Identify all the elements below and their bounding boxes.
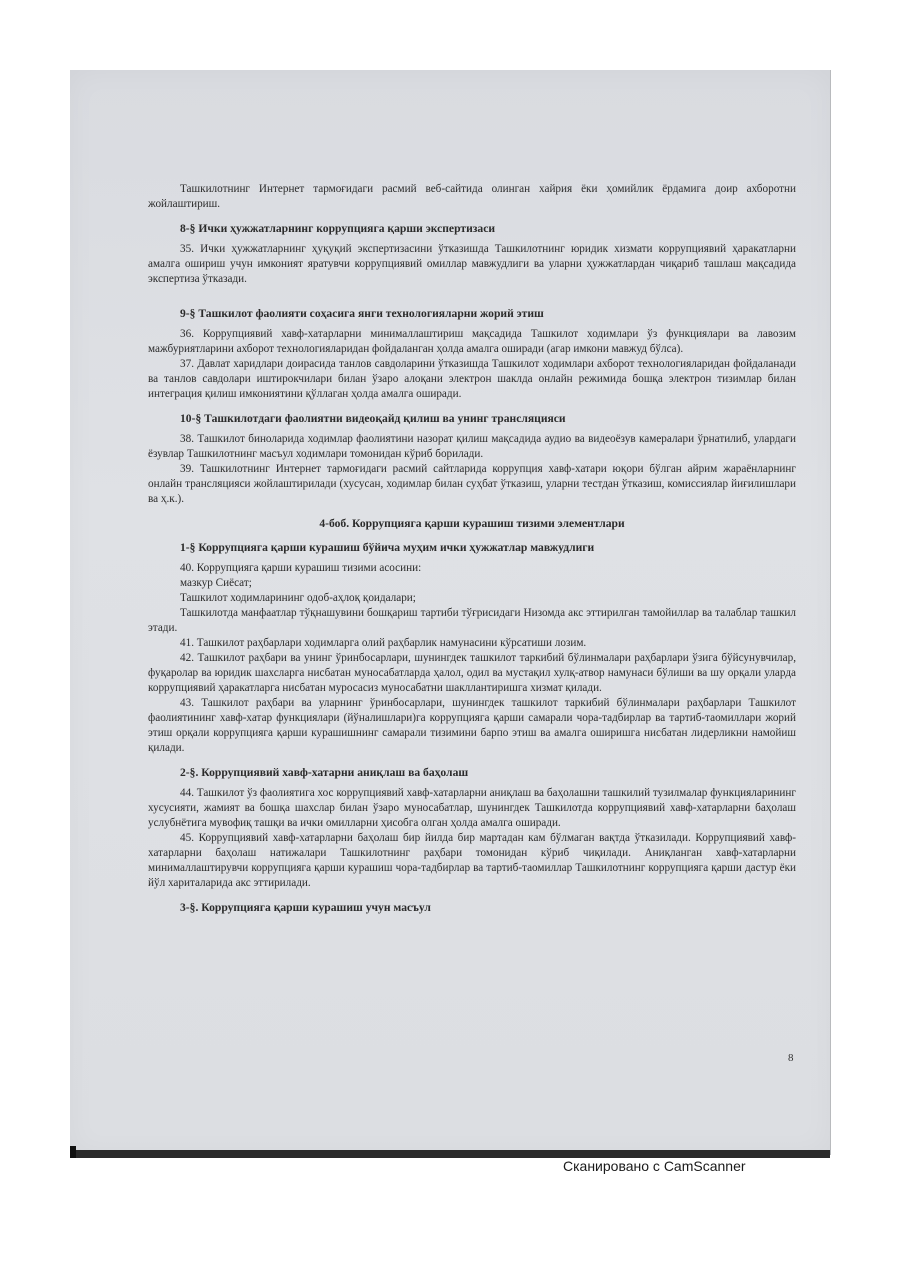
section-heading-9: 9-§ Ташкилот фаолияти соҳасига янги технологияларни жорий этиш	[180, 307, 544, 320]
camscanner-watermark: Сканировано с CamScanner	[563, 1158, 746, 1174]
list-item: мазкур Сиёсат;	[180, 577, 252, 589]
paragraph-37: 37. Давлат харидлари доирасида танлов савдоларини ўтказишда Ташкилот ходимлари ахборот технологияларидан фойдаланади ва танлов савдолари иштирокчилари билан ўзаро алоқани электрон шаклда онлайн режимида бошқа электрон тизимлар билан интеграция қилиш имкониятини қўллаган ҳолда амалга оширади.	[148, 358, 796, 400]
section-heading-1: 1-§ Коррупцияга қарши курашиш бўйича муҳим ички ҳужжатлар мавжудлиги	[180, 541, 595, 554]
paragraph-41: 41. Ташкилот раҳбарлари ходимларга олий раҳбарлик намунасини кўрсатиши лозим.	[180, 637, 587, 649]
paragraph-42: 42. Ташкилот раҳбари ва унинг ўринбосарлари, шунингдек ташкилот таркибий бўлинмалари раҳбарлари ўзига бўйсунувчилар, фуқаролар ва юридик шахсларга нисбатан муносабатларда ҳалол, одил ва мустақил хулқ-атвор намунаси бўлиши ва шу орқали уларда коррупциявий ҳаракатларга нисбатан муросасиз муносабатни шакллантиришга хизмат қилади.	[148, 652, 796, 694]
paragraph-45: 45. Коррупциявий хавф-хатарларни баҳолаш бир йилда бир мартадан кам бўлмаган вақтда ўтказилади. Коррупциявий хавф-хатарларни баҳолаш натижалари Ташкилотнинг раҳбари томонидан кўриб чиқилади. Аниқланган хавф-хатарларни минималлаштирувчи коррупцияга қарши курашиш чора-тадбирлар ва тартиб-таомиллар Ташкилотнинг коррупцияга қарши дастур ёки йўл хариталарида акс эттирилади.	[148, 832, 796, 889]
paragraph-36: 36. Коррупциявий хавф-хатарларни минималлаштириш мақсадида Ташкилот ходимлари ўз функциялари ва лавозим мажбуриятларини ахборот технологияларидан фойдаланган ҳолда амалга оширади (агар имкони мавжуд бўлса).	[148, 328, 796, 355]
paragraph-35: 35. Ички ҳужжатларнинг ҳуқуқий экспертизасини ўтказишда Ташкилотнинг юридик хизмати коррупциявий ҳаракатларни амалга ошириш учун имконият яратувчи коррупциявий омиллар мавжудлиги ва уларни ҳужжатлардан чиқариб ташлаш мақсадида экспертиза ўтказади.	[148, 243, 796, 285]
section-heading-10: 10-§ Ташкилотдаги фаолиятни видеоқайд қилиш ва унинг трансляцияси	[180, 412, 566, 425]
chapter-heading-4: 4-боб. Коррупцияга қарши курашиш тизими элементлари	[319, 517, 625, 530]
paragraph-43: 43. Ташкилот раҳбари ва уларнинг ўринбосарлари, шунингдек ташкилот таркибий бўлинмалари раҳбарлари Ташкилот фаолиятининг хавф-хатар функциялари (йўналишлари)га коррупцияга қарши самарали чора-тадбирлар ва тартиб-таомиллари жорий этиш орқали коррупцияга қарши курашишнинг самарали тизимини барпо этиш ва амалга оширишга нисбатан лидерликни намойиш қилади.	[148, 697, 796, 754]
paragraph-44: 44. Ташкилот ўз фаолиятига хос коррупциявий хавф-хатарларни аниқлаш ва баҳолашни ташкилий тузилмалар функцияларининг хусусияти, жамият ва бошқа шахслар билан ўзаро муносабатлар, шунингдек Ташкилотда коррупциявий хавф-хатарларни баҳолаш услубнётига мувофиқ ташқи ва ички омилларни ҳисобга олган ҳолда амалга оширади.	[148, 787, 796, 829]
section-heading-8: 8-§ Ички ҳужжатларнинг коррупцияга қарши экспертизаси	[180, 222, 496, 235]
paragraph-39: 39. Ташкилотнинг Интернет тармоғидаги расмий сайтларида коррупция хавф-хатари юқори бўлган айрим жараёнларнинг онлайн трансляцияси жойлаштирилади (хусусан, ходимлар билан суҳбат ўтказиш, уларни тестдан ўтказиш, комиссиялар йиғилишлари ва ҳ.к.).	[148, 463, 796, 505]
paragraph-38: 38. Ташкилот биноларида ходимлар фаолиятини назорат қилиш мақсадида аудио ва видеоёзув камералари ўрнатилиб, улардаги ёзувлар Ташкилотнинг масъул ходимлари томонидан кўриб борилади.	[148, 433, 796, 460]
page-number: 8	[788, 1052, 794, 1064]
paragraph-intro: Ташкилотнинг Интернет тармоғидаги расмий веб-сайтида олинган хайрия ёки ҳомийлик ёрдамига доир ахборотни жойлаштириш.	[148, 183, 796, 210]
list-item: Ташкилотда манфаатлар тўқнашувини бошқариш тартиби тўғрисидаги Низомда акс эттирилган тамойиллар ва талаблар ташкил этади.	[148, 607, 796, 634]
document-body	[148, 182, 796, 921]
scan-bottom-edge	[70, 1150, 830, 1158]
scan-corner-mark	[70, 1146, 76, 1158]
list-item: Ташкилот ходимларининг одоб-аҳлоқ қоидалари;	[180, 592, 416, 604]
section-heading-3: 3-§. Коррупцияга қарши курашиш учун масъул	[180, 901, 431, 914]
section-heading-2: 2-§. Коррупциявий хавф-хатарни аниқлаш ва баҳолаш	[180, 766, 469, 779]
paragraph-40: 40. Коррупцияга қарши курашиш тизими асосини:	[180, 562, 422, 574]
